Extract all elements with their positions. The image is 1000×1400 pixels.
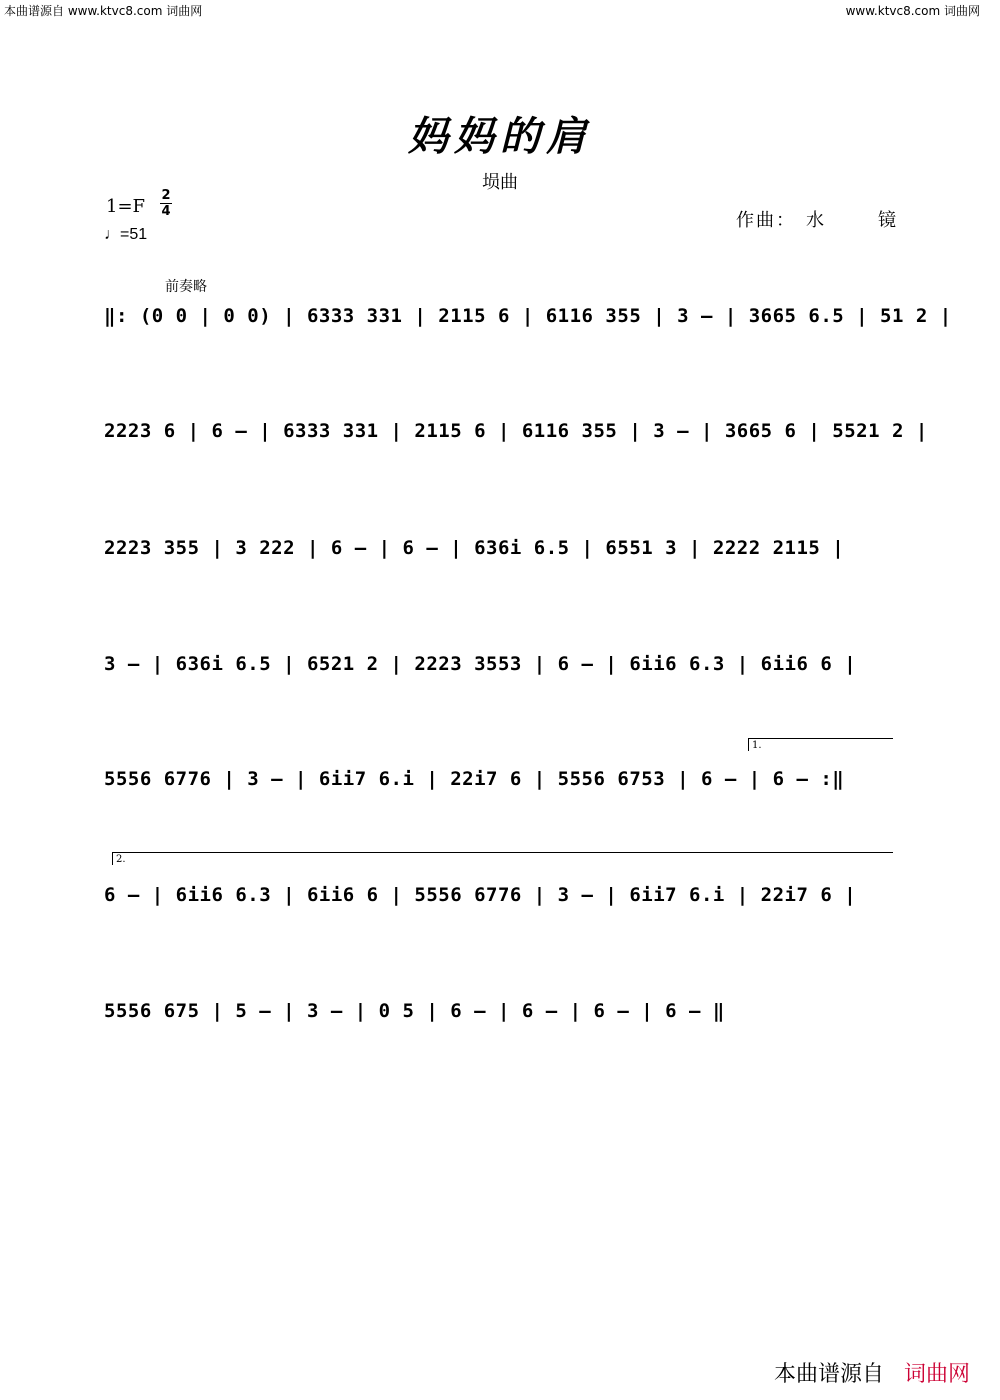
header-right-text: www.ktvc8.com 词曲网 xyxy=(845,4,980,18)
notation-system-4 xyxy=(104,653,900,713)
notation-line: 5556 675 | 5 – | 3 – | 0 5 | 6 – | 6 – | 6 – | 6 – ‖ xyxy=(104,1000,725,1022)
notation-system-1 xyxy=(104,305,952,365)
header-left-text: 本曲谱源自 www.ktvc8.com 词曲网 xyxy=(4,4,203,18)
second-ending-bracket xyxy=(112,852,893,865)
notation-system-2 xyxy=(104,420,928,480)
composer-name xyxy=(806,206,896,232)
notation-line: 2223 6 | 6 – | 6333 331 | 2115 6 | 6116 355 | 3 – | 3665 6 | 5521 2 | xyxy=(104,420,928,442)
key-signature: 1=F xyxy=(106,196,146,217)
footer-source-text: 本曲谱源自 xyxy=(773,1362,884,1387)
score-title: 妈妈的肩 xyxy=(408,113,592,160)
footer-site-text: 词曲网 xyxy=(903,1362,970,1387)
time-signature-bottom: 4 xyxy=(161,204,171,219)
intro-annotation: 前奏略 xyxy=(165,279,207,295)
notation-system-6 xyxy=(104,884,900,944)
notation-system-7 xyxy=(104,1000,900,1060)
time-signature xyxy=(160,188,172,219)
tempo-marking: ♩=51 xyxy=(104,226,148,243)
first-ending-number: 1. xyxy=(752,740,762,751)
notation-line: 2223 355 | 3 222 | 6 – | 6 – | 636i 6.5 | 6551 3 | 2222 2115 | xyxy=(104,537,845,559)
composer-name-part-2: 镜 xyxy=(878,210,896,231)
notation-system-5 xyxy=(104,768,900,828)
time-signature-top: 2 xyxy=(161,188,171,203)
notation-line: 6 – | 6ii6 6.3 | 6ii6 6 | 5556 6776 | 3 – | 6ii7 6.i | 22i7 6 | xyxy=(104,884,857,906)
notation-line: 5556 6776 | 3 – | 6ii7 6.i | 22i7 6 | 5556 6753 | 6 – | 6 – :‖ xyxy=(104,768,845,790)
second-ending-number: 2. xyxy=(116,854,126,865)
composer-label: 作曲： xyxy=(736,210,796,231)
notation-line: 3 – | 636i 6.5 | 6521 2 | 2223 3553 | 6 – | 6ii6 6.3 | 6ii6 6 | xyxy=(104,653,857,675)
score-subtitle: 埙曲 xyxy=(482,172,518,193)
notation-system-3 xyxy=(104,537,900,597)
footer-watermark xyxy=(774,1357,970,1388)
notation-line: ‖: (0 0 | 0 0) | 6333 331 | 2115 6 | 6116 355 | 3 – | 3665 6.5 | 51 2 | xyxy=(104,305,952,327)
first-ending-bracket xyxy=(748,738,893,751)
composer-name-part-1: 水 xyxy=(806,210,824,231)
